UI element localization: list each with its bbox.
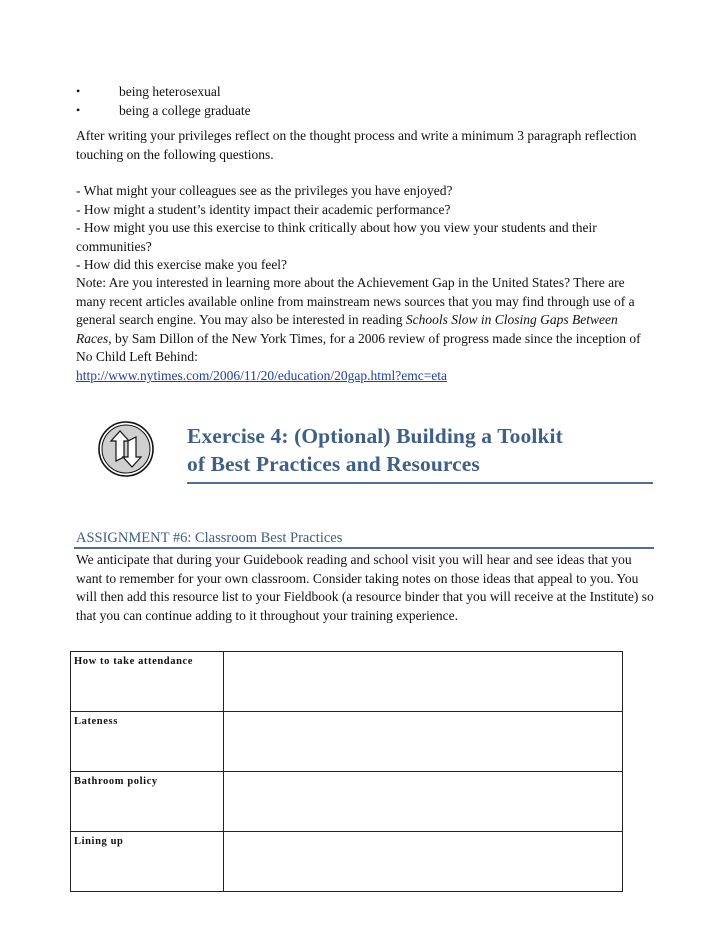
question-line: - What might your colleagues see as the privileges you have enjoyed? <box>76 183 453 198</box>
privilege-bullet-list <box>76 82 251 120</box>
note-text: Note: Are you interested in learning more about the Achievement Gap in the United States? There are many recent articles available online from mainstream news sources that you may find through use of a general search engine. You may also be interested in reading <box>76 275 635 327</box>
link-paragraph <box>76 367 656 386</box>
reflection-questions <box>76 182 656 275</box>
assignment-heading: ASSIGNMENT #6: Classroom Best Practices <box>76 530 343 546</box>
bullet-marker: • <box>76 103 81 117</box>
question-line: - How might a student’s identity impact their academic performance? <box>76 201 451 217</box>
row-label: Lining up <box>71 832 224 892</box>
note-text-end: , by Sam Dillon of the New York Times, for a 2006 review of progress made since the inception of No Child Left Behind: <box>76 330 641 364</box>
bullet-marker: • <box>76 84 81 98</box>
question-line: - How did this exercise make you feel? <box>76 257 288 272</box>
notes-cell[interactable] <box>223 712 622 772</box>
bullet-text: being a college graduate <box>119 103 251 118</box>
circular-arrows-icon <box>98 419 158 479</box>
exercise-title-line: Exercise 4: (Optional) Building a Toolkit <box>187 424 563 448</box>
table-row <box>71 652 623 712</box>
row-label: How to take attendance <box>71 652 224 712</box>
bullet-text: being heterosexual <box>119 84 221 99</box>
assignment-body: We anticipate that during your Guidebook reading and school visit you will hear and see ideas that you want to remember for your own classroom. Consider taking notes on those ideas that appeal to you. You will then add this resource list to your Fieldbook (a resource binder that you will receive at the Institute) so that you can continue adding to it throughout your training experience. <box>76 552 654 623</box>
table-row <box>71 772 623 832</box>
assignment-heading-rule <box>74 547 654 549</box>
note-paragraph <box>76 274 656 367</box>
exercise-title-line: of Best Practices and Resources <box>187 452 480 476</box>
table-row <box>71 832 623 892</box>
list-item <box>76 101 251 120</box>
row-label: Bathroom policy <box>71 772 224 832</box>
notes-cell[interactable] <box>223 832 622 892</box>
article-title: Schools Slow in Closing Gaps Between Races <box>76 312 618 346</box>
row-label: Lateness <box>71 712 224 772</box>
nytimes-article-link[interactable]: http://www.nytimes.com/2006/11/20/education/20gap.html?emc=eta <box>76 368 448 383</box>
list-item <box>76 82 251 101</box>
instructions-paragraph: After writing your privileges reflect on the thought process and write a minimum 3 paragraph reflection touching on the following questions. <box>76 128 637 162</box>
question-line: - How might you use this exercise to think critically about how you view your students and their communities? <box>76 220 597 254</box>
best-practices-table <box>70 651 623 892</box>
notes-cell[interactable] <box>223 652 622 712</box>
exercise-title-rule <box>187 482 653 484</box>
notes-cell[interactable] <box>223 772 622 832</box>
exercise-title <box>187 422 653 478</box>
table-row <box>71 712 623 772</box>
